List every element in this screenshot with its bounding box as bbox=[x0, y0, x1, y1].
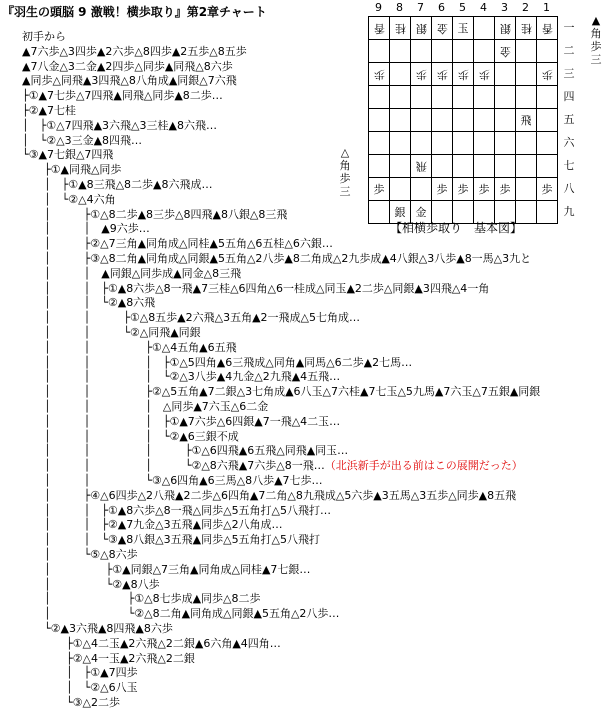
board-square bbox=[474, 155, 495, 178]
piece: 歩 bbox=[373, 67, 385, 81]
board-square bbox=[411, 178, 432, 201]
variation-line: │ │ ├①▲8六歩△8一飛▲7三桂△6四角△6一桂成△同玉▲2二歩△同銀▲3四飛△4一角 bbox=[22, 281, 490, 295]
board-square bbox=[369, 86, 390, 109]
variation-line: │ │ └③▲8八銀△3五飛▲同歩△5五角打△5八飛打 bbox=[22, 533, 321, 547]
variation-line: │ │ └②△同飛▲同銀 bbox=[22, 326, 201, 339]
hand-char: △ bbox=[340, 146, 350, 159]
piece: 歩 bbox=[457, 67, 469, 81]
piece: 桂 bbox=[520, 21, 532, 35]
board-square bbox=[432, 40, 453, 63]
piece: 飛 bbox=[520, 113, 532, 127]
rank-number: 一 bbox=[563, 21, 575, 34]
board-square bbox=[495, 63, 516, 86]
board-square bbox=[390, 17, 411, 40]
board-square bbox=[369, 132, 390, 155]
variation-line: │ │ └③△6四角▲6三馬△8八歩▲7七歩… bbox=[22, 474, 323, 487]
board-square bbox=[369, 63, 390, 86]
rank-number: 八 bbox=[563, 182, 575, 195]
board-square bbox=[516, 178, 537, 201]
board-square bbox=[516, 40, 537, 63]
board-square bbox=[432, 132, 453, 155]
variation-line: │ ├①▲7四歩 bbox=[22, 666, 138, 680]
file-number: 8 bbox=[396, 1, 403, 14]
board-square bbox=[453, 155, 474, 178]
piece: 香 bbox=[541, 21, 553, 35]
board-square bbox=[390, 132, 411, 155]
rank-number: 五 bbox=[563, 113, 575, 126]
board-square bbox=[390, 155, 411, 178]
board-square bbox=[453, 86, 474, 109]
variation-line: │ ├③△8二角▲同角成△同銀▲5五角△2八歩▲8二角成△2九歩成▲4八銀△3八歩▲8一馬△3九と bbox=[22, 252, 532, 265]
variation-line: │ │ ├①▲8六歩△8一飛△同歩△5五角打△5八飛打… bbox=[22, 503, 332, 517]
board-square bbox=[411, 63, 432, 86]
variation-line: │ │ │ └②△8六飛▲7六歩△8一飛…（北浜新手が出る前はこの展開だった） bbox=[22, 459, 523, 473]
shogi-board-diagram bbox=[339, 0, 604, 240]
variation-line: ├②▲7七桂 bbox=[22, 104, 76, 117]
variation-line: │ │ └②▲8六飛 bbox=[22, 296, 156, 310]
board-square bbox=[537, 17, 558, 40]
hand-char: ▲ bbox=[591, 14, 601, 27]
variation-line: │ └②△8二角▲同角成△同銀▲5五角△2八歩… bbox=[22, 607, 340, 621]
variation-line: └②▲3六飛▲8四飛▲8六歩 bbox=[22, 622, 173, 635]
board-square bbox=[495, 109, 516, 132]
variation-line: │ │ ▲9六歩… bbox=[22, 222, 150, 236]
hand-char: 三 bbox=[339, 185, 351, 198]
board-square bbox=[432, 86, 453, 109]
board-square bbox=[369, 109, 390, 132]
piece: 銀 bbox=[394, 205, 406, 219]
board-caption: 【相横歩取り 基本図】 bbox=[390, 221, 523, 235]
piece: 歩 bbox=[373, 182, 385, 196]
board-square bbox=[390, 86, 411, 109]
variation-line: │ ├④△6四歩△2八飛▲2二歩△6四角▲7二角△8九飛成△5六歩▲3五馬△3五歩△同歩▲8五飛 bbox=[22, 488, 517, 502]
board-square bbox=[390, 40, 411, 63]
variation-line: │ ├②△7三角▲同角成△同桂▲5五角△6五桂△6六銀… bbox=[22, 237, 333, 251]
piece: 金 bbox=[499, 44, 511, 58]
board-square bbox=[516, 132, 537, 155]
variation-line: ├②△4一玉▲2六飛△2二銀 bbox=[22, 651, 195, 665]
variation-line: ├①▲7七歩△7四飛▲同飛△同歩▲8二歩… bbox=[22, 89, 223, 103]
piece: 銀 bbox=[415, 21, 427, 35]
board-square bbox=[537, 201, 558, 224]
board-square bbox=[390, 109, 411, 132]
piece: 金 bbox=[415, 205, 427, 219]
rank-numbers bbox=[562, 16, 576, 223]
file-number: 3 bbox=[501, 1, 508, 14]
hand-char: 角 bbox=[590, 27, 602, 40]
board-square bbox=[411, 86, 432, 109]
piece: 飛 bbox=[415, 159, 427, 173]
board-square bbox=[474, 40, 495, 63]
hand-char: 歩 bbox=[590, 40, 602, 53]
page-title: 『羽生の頭脳 9 激戦！横歩取り』第2章チャート bbox=[2, 5, 267, 19]
board-square bbox=[432, 155, 453, 178]
piece: 玉 bbox=[457, 21, 469, 35]
piece: 歩 bbox=[541, 182, 553, 196]
variation-line: │ └⑤△8六歩 bbox=[22, 548, 138, 561]
variation-line: ▲同歩△同飛▲3四飛△8八角成▲同銀△7六飛 bbox=[22, 74, 237, 88]
board-square bbox=[537, 132, 558, 155]
variation-line: │ │ ├①△4五角▲6五飛 bbox=[22, 340, 237, 354]
piece: 歩 bbox=[499, 182, 511, 196]
board-square bbox=[474, 63, 495, 86]
rank-number: 三 bbox=[563, 67, 575, 80]
variation-line: │ │ │ △同歩▲7六玉△6二金 bbox=[22, 400, 269, 413]
board-square bbox=[495, 155, 516, 178]
hand-char: 角 bbox=[339, 159, 351, 172]
board-square bbox=[411, 17, 432, 40]
piece: 桂 bbox=[394, 21, 406, 35]
board-square bbox=[537, 86, 558, 109]
board-square bbox=[411, 155, 432, 178]
variation-line: │ ├①△8二歩▲8三歩△8四飛▲8八銀△8三飛 bbox=[22, 207, 288, 221]
variation-line: └③△2二歩 bbox=[22, 696, 120, 709]
board-square bbox=[390, 63, 411, 86]
variation-line: │ │ │ ├①▲7六歩△6四銀▲7一飛△4二玉… bbox=[22, 414, 341, 428]
sente-pieces-in-hand bbox=[338, 146, 352, 198]
piece: 歩 bbox=[478, 67, 490, 81]
file-number: 4 bbox=[480, 1, 487, 14]
board-square bbox=[516, 63, 537, 86]
board-square bbox=[411, 40, 432, 63]
file-number: 2 bbox=[522, 1, 529, 14]
board-square bbox=[369, 155, 390, 178]
board-square bbox=[516, 155, 537, 178]
rank-number: 七 bbox=[563, 159, 575, 172]
variation-line: └③▲7七銀△7四飛 bbox=[22, 148, 114, 162]
board-square bbox=[495, 86, 516, 109]
annotation-note: （北浜新手が出る前はこの展開だった） bbox=[324, 459, 523, 473]
board-square bbox=[453, 40, 474, 63]
variation-line: │ └②△3三金▲8四飛… bbox=[22, 133, 143, 147]
board-square bbox=[453, 17, 474, 40]
board-square bbox=[474, 86, 495, 109]
file-number: 9 bbox=[375, 1, 382, 14]
file-numbers bbox=[368, 2, 558, 14]
board-square bbox=[537, 63, 558, 86]
board-square bbox=[369, 17, 390, 40]
rank-number: 六 bbox=[563, 136, 575, 149]
piece: 歩 bbox=[415, 67, 427, 81]
board-square bbox=[474, 17, 495, 40]
board-square bbox=[453, 63, 474, 86]
board-square bbox=[537, 40, 558, 63]
variation-line: │ │ │ └②▲6三銀不成 bbox=[22, 429, 239, 443]
hand-char: 三 bbox=[590, 53, 602, 66]
variation-line: 初手から bbox=[22, 30, 66, 43]
piece: 歩 bbox=[457, 182, 469, 196]
board-square bbox=[474, 109, 495, 132]
board-square bbox=[369, 178, 390, 201]
board-square bbox=[516, 17, 537, 40]
variation-line: │ ├①△7四飛▲3六飛△3三桂▲8六飛… bbox=[22, 118, 217, 132]
piece: 歩 bbox=[541, 67, 553, 81]
rank-number: 四 bbox=[563, 90, 575, 103]
board-square bbox=[453, 109, 474, 132]
board-square bbox=[495, 40, 516, 63]
gote-pieces-in-hand bbox=[589, 14, 603, 66]
board-square bbox=[369, 40, 390, 63]
file-number: 7 bbox=[417, 1, 424, 14]
board-square bbox=[537, 155, 558, 178]
variation-line: ├①△4二玉▲2六飛△2二銀▲6六角▲4四角… bbox=[22, 636, 281, 650]
file-number: 1 bbox=[543, 1, 550, 14]
variation-line: │ └②△6八玉 bbox=[22, 681, 138, 695]
variation-line: │ │ ├②▲7九金△3五飛▲同歩△2八角成… bbox=[22, 518, 283, 532]
board-square bbox=[495, 178, 516, 201]
piece: 歩 bbox=[436, 182, 448, 196]
board-square bbox=[390, 178, 411, 201]
piece: 銀 bbox=[499, 21, 511, 35]
variation-line: │ ├①△8七歩成▲同歩△8二歩 bbox=[22, 592, 261, 606]
piece: 香 bbox=[373, 21, 385, 35]
variation-line: │ │ ├②△5五角▲7二銀△3七角成▲6八玉△7六桂▲7七玉△5九馬▲7六玉△7五銀▲同銀 bbox=[22, 385, 541, 399]
board-square bbox=[537, 178, 558, 201]
board-square bbox=[453, 132, 474, 155]
variation-line: ├①▲同飛△同歩 bbox=[22, 163, 122, 177]
board-square bbox=[537, 109, 558, 132]
piece: 歩 bbox=[436, 67, 448, 81]
board-square bbox=[495, 132, 516, 155]
variation-line: │ │ │ ├①△5四角▲6三飛成△同角▲同馬△6二歩▲2七馬… bbox=[22, 355, 413, 369]
variation-line: │ └②△4六角 bbox=[22, 192, 116, 206]
piece: 金 bbox=[436, 21, 448, 35]
board-square bbox=[411, 109, 432, 132]
board-square bbox=[474, 132, 495, 155]
file-number: 6 bbox=[438, 1, 445, 14]
board-square bbox=[453, 178, 474, 201]
file-number: 5 bbox=[459, 1, 466, 14]
rank-number: 九 bbox=[563, 205, 575, 218]
board-square bbox=[516, 109, 537, 132]
variation-line: ▲7八金△3二金▲2四歩△同歩▲同飛△8六歩 bbox=[22, 59, 233, 73]
board-square bbox=[411, 132, 432, 155]
board-square bbox=[432, 63, 453, 86]
variation-line: │ │ ▲同銀△同歩成▲同金△8三飛 bbox=[22, 266, 242, 280]
variation-line: ▲7六歩△3四歩▲2六歩△8四歩▲2五歩△8五歩 bbox=[22, 44, 247, 58]
variation-line: │ ├①▲8三飛△8二歩▲8六飛成… bbox=[22, 178, 213, 191]
rank-number: 二 bbox=[563, 44, 575, 57]
variation-line: │ └②▲8八歩 bbox=[22, 577, 160, 591]
hand-char: 歩 bbox=[339, 172, 351, 185]
board-square bbox=[474, 178, 495, 201]
board-square bbox=[369, 201, 390, 224]
piece: 歩 bbox=[478, 182, 490, 196]
variation-line: │ │ │ ├①△6四飛▲6五飛△同飛▲同玉… bbox=[22, 444, 349, 458]
board-square bbox=[432, 109, 453, 132]
board-square bbox=[432, 17, 453, 40]
variation-line: │ │ │ └②△3八歩▲4九金△2九飛▲4五飛… bbox=[22, 370, 341, 384]
variation-line: │ │ ├①△8五歩▲2六飛△3五角▲2一飛成△5七角成… bbox=[22, 311, 361, 325]
board-square bbox=[516, 86, 537, 109]
variation-line: │ ├①▲同銀△7三角▲同角成△同桂▲7七銀… bbox=[22, 562, 311, 576]
board-square bbox=[432, 178, 453, 201]
shogi-board bbox=[368, 16, 558, 224]
board-square bbox=[495, 17, 516, 40]
